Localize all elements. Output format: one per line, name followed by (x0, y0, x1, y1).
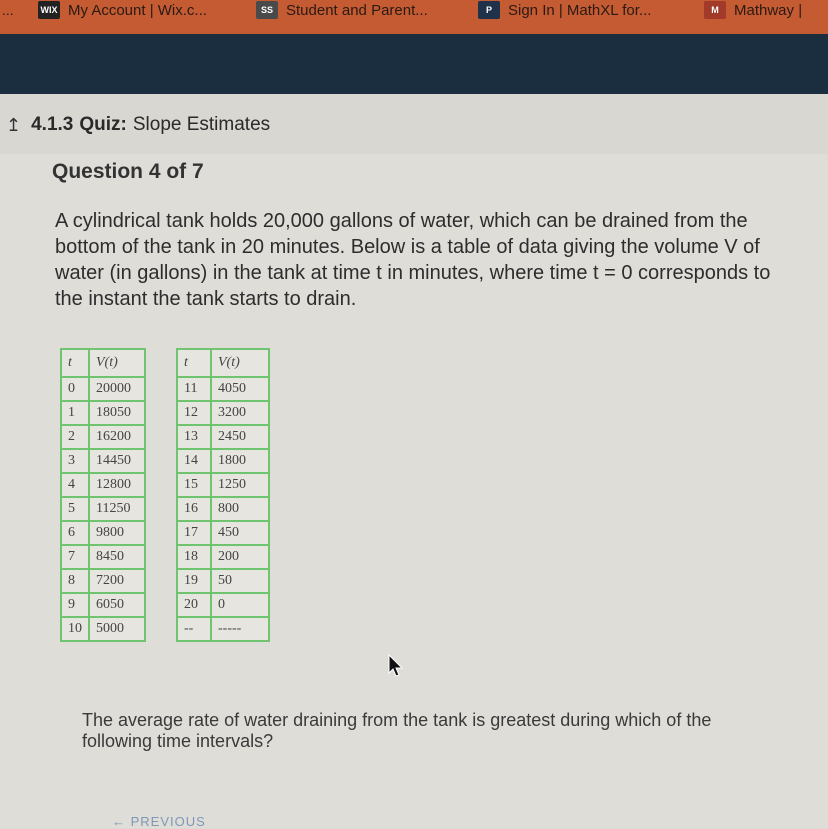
table-row (61, 449, 145, 473)
volume-cell: 8450 (89, 545, 145, 569)
time-cell: 7 (61, 545, 89, 569)
time-cell: 5 (61, 497, 89, 521)
table-row (61, 473, 145, 497)
volume-cell: 20000 (89, 377, 145, 401)
back-up-icon[interactable]: ↥ (6, 114, 22, 135)
volume-table-left (60, 348, 146, 642)
volume-cell: 1800 (211, 449, 269, 473)
volume-cell: 1250 (211, 473, 269, 497)
volume-cell: 6050 (89, 593, 145, 617)
bookmark-mathxl[interactable] (478, 0, 651, 20)
volume-cell: 0 (211, 593, 269, 617)
time-cell: 18 (177, 545, 211, 569)
table-row (177, 497, 269, 521)
time-cell: 9 (61, 593, 89, 617)
time-cell: 2 (61, 425, 89, 449)
time-cell: 3 (61, 449, 89, 473)
volume-cell: 11250 (89, 497, 145, 521)
time-cell: 4 (61, 473, 89, 497)
quiz-id: 4.1.3 (31, 114, 74, 135)
table-row (177, 569, 269, 593)
header-t: t (61, 349, 89, 377)
table-row (61, 593, 145, 617)
table-header-row (177, 349, 269, 377)
question-stem: A cylindrical tank holds 20,000 gallons of water, which can be drained from the bottom of the tank in 20 minutes. Below is a table of data giving the volume V of water (in gallons) in the tank at time t in minutes, where time t = 0 corresponds to the instant the tank starts to drain. (55, 210, 771, 310)
time-cell: 10 (61, 617, 89, 641)
table-row (177, 617, 269, 641)
bookmark-wix[interactable] (38, 0, 207, 20)
bookmark-label: Sign In | MathXL for... (508, 1, 652, 19)
volume-cell: 18050 (89, 401, 145, 425)
quiz-title: Slope Estimates (132, 114, 271, 135)
volume-cell: 14450 (89, 449, 145, 473)
volume-cell: 800 (211, 497, 269, 521)
volume-cell: ----- (211, 617, 269, 641)
bookmark-label: My Account | Wix.c... (68, 1, 207, 19)
volume-table-right (176, 348, 270, 642)
table-row (177, 593, 269, 617)
table-header-row (61, 349, 145, 377)
bookmarks-overflow[interactable]: ... (2, 2, 14, 18)
table-row (177, 545, 269, 569)
table-row (61, 425, 145, 449)
table-row (61, 377, 145, 401)
volume-cell: 50 (211, 569, 269, 593)
volume-cell: 5000 (89, 617, 145, 641)
bookmarks-bar (0, 0, 828, 34)
volume-cell: 12800 (89, 473, 145, 497)
time-cell: 14 (177, 449, 211, 473)
volume-cell: 4050 (211, 377, 269, 401)
volume-cell: 2450 (211, 425, 269, 449)
time-cell: 17 (177, 521, 211, 545)
breadcrumb (0, 94, 828, 154)
previous-button[interactable]: ← PREVIOUS (112, 814, 206, 829)
question-number: Question 4 of 7 (52, 160, 204, 183)
table-row (61, 521, 145, 545)
header-v: V(t) (211, 349, 269, 377)
time-cell: 0 (61, 377, 89, 401)
mouse-cursor-icon (388, 654, 404, 678)
table-row (177, 521, 269, 545)
question-prompt: The average rate of water draining from the tank is greatest during which of the following time intervals? (82, 710, 712, 751)
app-header (0, 34, 828, 94)
table-row (61, 569, 145, 593)
time-cell: 11 (177, 377, 211, 401)
volume-cell: 9800 (89, 521, 145, 545)
bookmark-label: Student and Parent... (286, 1, 428, 19)
table-row (61, 497, 145, 521)
time-cell: 6 (61, 521, 89, 545)
time-cell: 19 (177, 569, 211, 593)
table-row (177, 401, 269, 425)
table-row (177, 377, 269, 401)
time-cell: 20 (177, 593, 211, 617)
volume-cell: 3200 (211, 401, 269, 425)
table-row (61, 401, 145, 425)
quiz-word: Quiz: (79, 114, 127, 135)
time-cell: 12 (177, 401, 211, 425)
table-row (177, 473, 269, 497)
time-cell: -- (177, 617, 211, 641)
table-row (177, 449, 269, 473)
volume-cell: 7200 (89, 569, 145, 593)
volume-cell: 450 (211, 521, 269, 545)
time-cell: 8 (61, 569, 89, 593)
ss-icon: SS (256, 1, 278, 19)
table-row (61, 617, 145, 641)
time-cell: 15 (177, 473, 211, 497)
pearson-icon: P (478, 1, 500, 19)
bookmark-student-parent[interactable] (256, 0, 428, 20)
bookmark-mathway[interactable] (704, 0, 802, 20)
header-t: t (177, 349, 211, 377)
table-row (177, 425, 269, 449)
volume-cell: 16200 (89, 425, 145, 449)
time-cell: 13 (177, 425, 211, 449)
mathway-icon: M (704, 1, 726, 19)
volume-cell: 200 (211, 545, 269, 569)
header-v: V(t) (89, 349, 145, 377)
bookmark-label: Mathway | (734, 1, 803, 19)
table-row (61, 545, 145, 569)
time-cell: 1 (61, 401, 89, 425)
time-cell: 16 (177, 497, 211, 521)
wix-icon: WIX (38, 1, 60, 19)
